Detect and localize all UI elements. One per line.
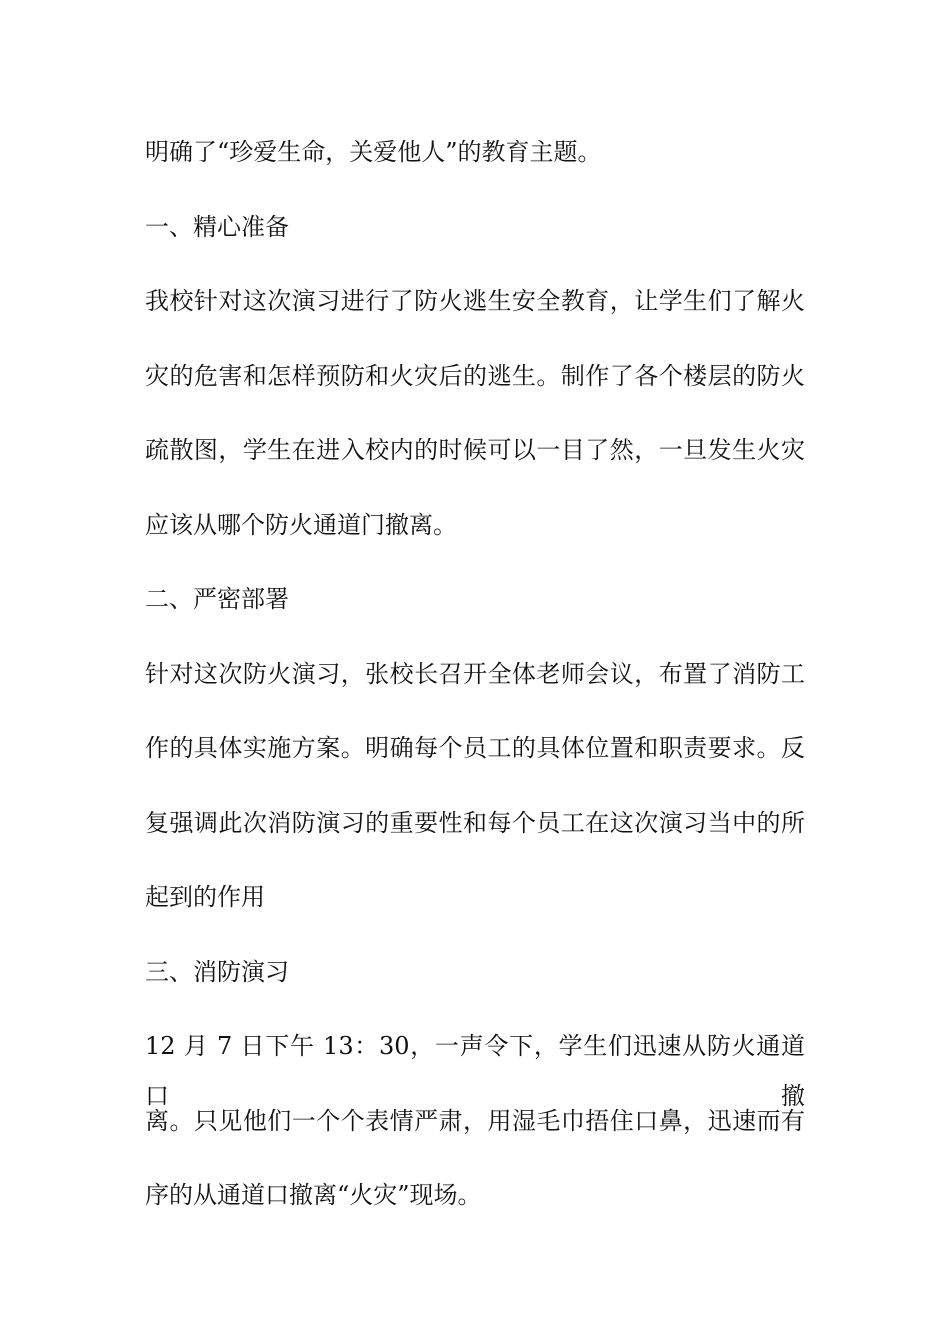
document-body bbox=[145, 127, 805, 1245]
text-line-1: 明确了“珍爱生命，关爱他人”的教育主题。 bbox=[145, 138, 602, 166]
text-line-8: 针对这次防火演习，张校长召开全体老师会议，布置了消防工 bbox=[145, 659, 805, 688]
text-line-9: 作的具体实施方案。明确每个员工的具体位置和职责要求。反 bbox=[145, 734, 805, 762]
text-line-14: 离。只见他们一个个表情严肃，用湿毛巾捂住口鼻，迅速而有 bbox=[145, 1106, 805, 1135]
section-heading-2: 二、严密部署 bbox=[145, 585, 289, 613]
text-line-15: 序的从通道口撤离“火灾”现场。 bbox=[145, 1181, 482, 1209]
text-line-4: 灾的危害和怎样预防和火灾后的逃生。制作了各个楼层的防火 bbox=[145, 361, 805, 390]
section-heading-3: 三、消防演习 bbox=[145, 957, 289, 986]
text-line-13: 12 月 7 日下午 13：30，一声令下，学生们迅速从防火通道口撤 bbox=[145, 1032, 805, 1110]
text-line-11: 起到的作用 bbox=[145, 883, 265, 911]
section-heading-1: 一、精心准备 bbox=[145, 212, 289, 241]
text-line-3: 我校针对这次演习进行了防火逃生安全教育，让学生们了解火 bbox=[145, 287, 805, 315]
text-line-6: 应该从哪个防火通道门撤离。 bbox=[145, 510, 457, 539]
text-line-5: 疏散图，学生在进入校内的时候可以一目了然，一旦发生火灾 bbox=[145, 436, 805, 464]
text-line-10: 复强调此次消防演习的重要性和每个员工在这次演习当中的所 bbox=[145, 808, 805, 837]
